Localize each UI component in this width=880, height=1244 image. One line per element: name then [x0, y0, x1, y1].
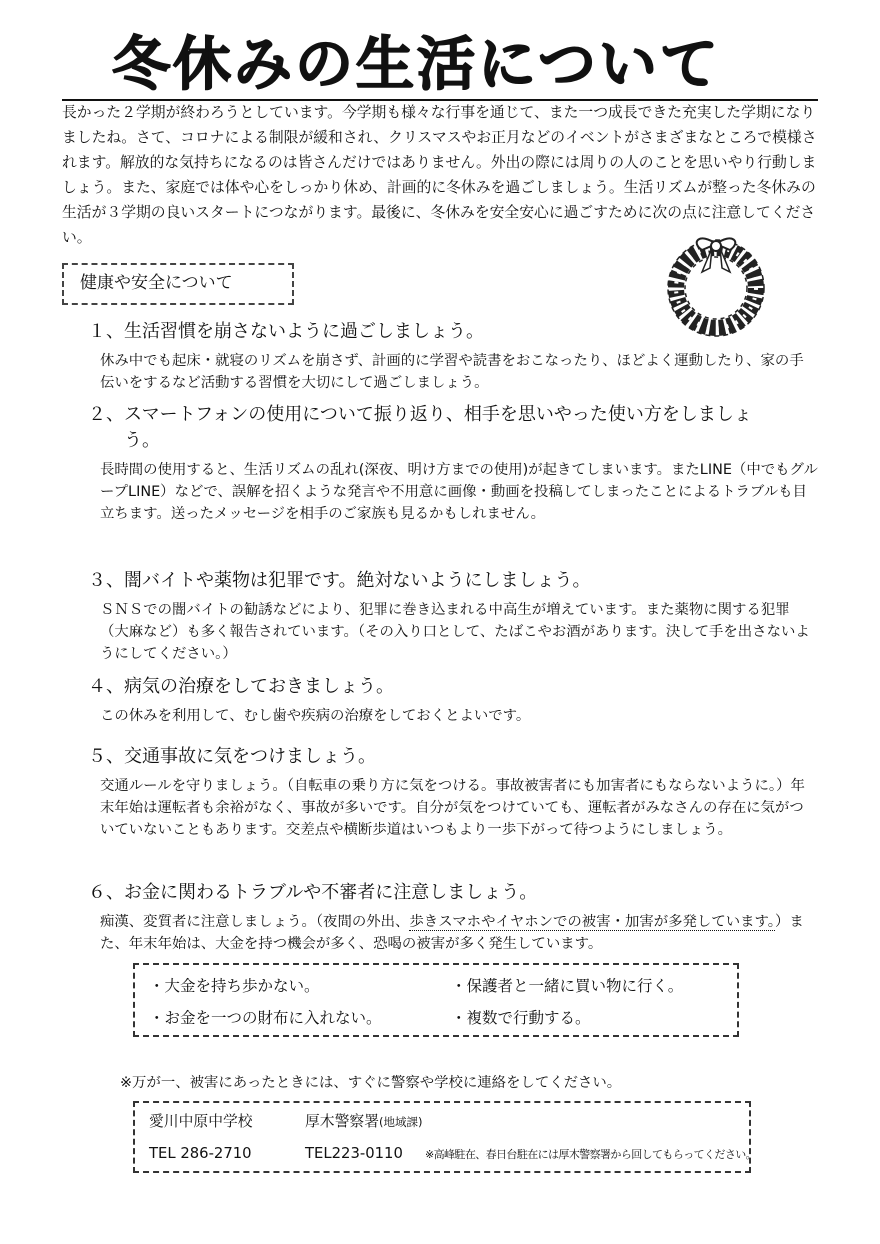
tip-item: ・複数で行動する。	[451, 1009, 591, 1027]
page-title: 冬休みの生活について	[112, 30, 721, 98]
emergency-note: ※万が一、被害にあったときには、すぐに警察や学校に連絡をしてください。	[120, 1075, 622, 1091]
item-6	[88, 880, 818, 955]
item-4-title: ４、病気の治療をしておきましょう。	[88, 676, 394, 697]
item-6-title: ６、お金に関わるトラブルや不審者に注意しましょう。	[88, 882, 538, 903]
police-tel-note: ※高峰駐在、春日台駐在には厚木警察署から回してもらってください。	[425, 1148, 757, 1161]
section-heading: 健康や安全について	[80, 273, 233, 293]
intro-paragraph: 長かった２学期が終わろうとしています。今学期も様々な行事を通じて、また一つ成長できた充実した学期になりましたね。さて、コロナによる制限が緩和され、クリスマスやお正月などのイベントがさまざまなところで模様されます。解放的な気持ちになるのは皆さんだけではありません。外出の際には周りの人のことを思いやり行動しましょう。また、家庭では体や心をしっかり休め、計画的に冬休みを過ごしましょう。生活リズムが整った冬休みの生活が３学期の良いスタートにつながります。最後に、冬休みを安全安心に過ごすために次の点に注意してください。	[62, 104, 817, 246]
underlined-warning: 歩きスマホやイヤホンでの被害・加害が多発しています。	[409, 914, 775, 930]
tip-item: ・お金を一つの財布に入れない。	[149, 1009, 382, 1027]
item-6-body: 痴漢、変質者に注意しましょう。（夜間の外出、歩きスマホやイヤホンでの被害・加害が多発しています。）また、年末年始は、大金を持つ機会が多く、恐喝の被害が多く発生しています。	[100, 914, 804, 952]
school-tel: TEL 286-2710	[149, 1145, 252, 1162]
item-1-body: 休み中でも起床・就寝のリズムを崩さず、計画的に学習や読書をおこなったり、ほどよく運動したり、家の手伝いをするなど活動する習慣を大切にして過ごしましょう。	[100, 353, 804, 391]
item-5-title: ５、交通事故に気をつけましょう。	[88, 746, 376, 767]
item-5	[88, 744, 818, 841]
item-5-body: 交通ルールを守りましょう。（自転車の乗り方に気をつける。事故被害者にも加害者にもならないように。）年末年始は運転者も余裕がなく、事故が多いです。自分が気をつけていても、運転者がみなさんの存在に気がついていないこともあります。交差点や横断歩道はいつもより一歩下がって待つようにしましょう。	[100, 778, 805, 838]
police-tel: TEL223-0110	[305, 1145, 403, 1162]
tip-item: ・大金を持ち歩かない。	[149, 977, 320, 995]
item-4	[88, 674, 818, 727]
tip-item: ・保護者と一緒に買い物に行く。	[451, 977, 684, 995]
item-1-title: １、生活習慣を崩さないように過ごしましょう。	[88, 321, 484, 342]
item-2-body: 長時間の使用すると、生活リズムの乱れ(深夜、明け方までの使用)が起きてしまいます。またLINE（中でもグループLINE）などで、誤解を招くような発言や不用意に画像・動画を投稿してしまったことによるトラブルも目立ちます。送ったメッセージを相手のご家族も見るかもしれません。	[100, 462, 818, 522]
item-2-title: ２、 スマートフォンの使用について振り返り、相手を思いやった使い方をしましょう。	[88, 404, 752, 451]
tips-box	[133, 963, 739, 1037]
item-2	[88, 402, 818, 525]
police-name: 厚木警察署(地域課)	[305, 1113, 423, 1130]
contact-box	[133, 1101, 757, 1173]
item-1	[88, 319, 818, 394]
item-4-body: この休みを利用して、むし歯や疾病の治療をしておくとよいです。	[100, 708, 531, 724]
item-3-body: ＳＮＳでの闇バイトの勧誘などにより、犯罪に巻き込まれる中高生が増えています。また薬物に関する犯罪（大麻など）も多く報告されています。（その入り口として、たばこやお酒があります。決して手を出さないようにしてください。）	[100, 602, 810, 662]
item-3-title: ３、闇バイトや薬物は犯罪です。絶対ないようにしましょう。	[88, 570, 591, 591]
school-name: 愛川中原中学校	[149, 1113, 253, 1130]
item-3	[88, 568, 818, 665]
